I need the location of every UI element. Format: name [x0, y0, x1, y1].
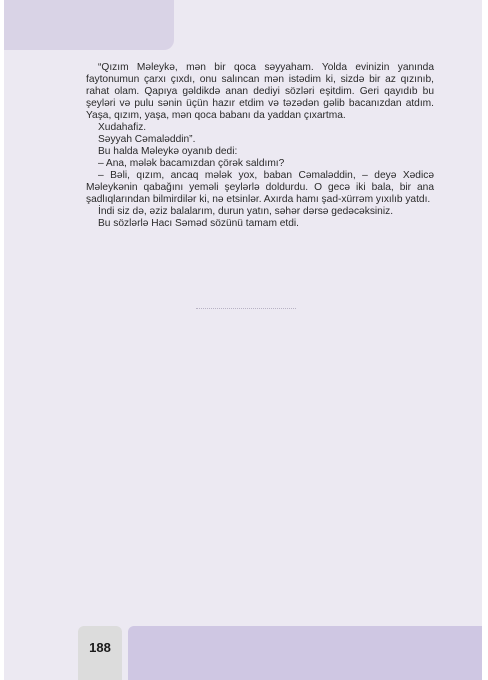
footer-band — [128, 626, 482, 680]
paragraph-dialogue-question: – Ana, mələk bacamızdan çörək saldımı? — [98, 158, 285, 169]
paragraph-address: İndi siz də, əziz balalarım, durun yatın, səhər dərsə gedəcəksiniz. — [98, 206, 394, 217]
paragraph-farewell: Xudahafiz. — [98, 122, 147, 133]
paragraph-signature: Səyyah Cəmaləddin”. — [98, 134, 196, 145]
page-number-box — [78, 626, 122, 680]
section-divider — [196, 308, 296, 309]
corner-tab — [4, 0, 174, 50]
paragraph-narration: Bu halda Məleykə oyanıb dedi: — [98, 146, 238, 157]
story-text — [86, 62, 434, 230]
page-number: 188 — [89, 640, 111, 655]
paragraph-letter: “Qızım Məleykə, mən bir qoca səyyaham. Yolda evinizin yanında faytonumun çarxı çıxdı, onu salıncan mən istədim ki, sizdə bir az qızınıb, rahat olam. Qapıya gəldikdə anan dediyi sözləri eşitdim. Geri qayıdıb bu şeyləri və pulu sənin üçün hazır etdim və təzədən gəlib bacanızdan atdım. Yaşa, qızım, yaşa, mən qoca babanı da yaddan çıxartma. — [86, 62, 434, 121]
paragraph-dialogue-answer: – Bəli, qızım, ancaq mələk yox, baban Cəmaləddin, – deyə Xədicə Məleykənin qabağını yeməli şeylərlə doldurdu. O gecə iki bala, bir ana şadlıqlarından bilmirdilər ki, nə etsinlər. Axırda hamı şad-xürrəm yıxılıb yatdı. — [86, 170, 434, 205]
paragraph-closing: Bu sözlərlə Hacı Səməd sözünü tamam etdi. — [98, 218, 300, 229]
